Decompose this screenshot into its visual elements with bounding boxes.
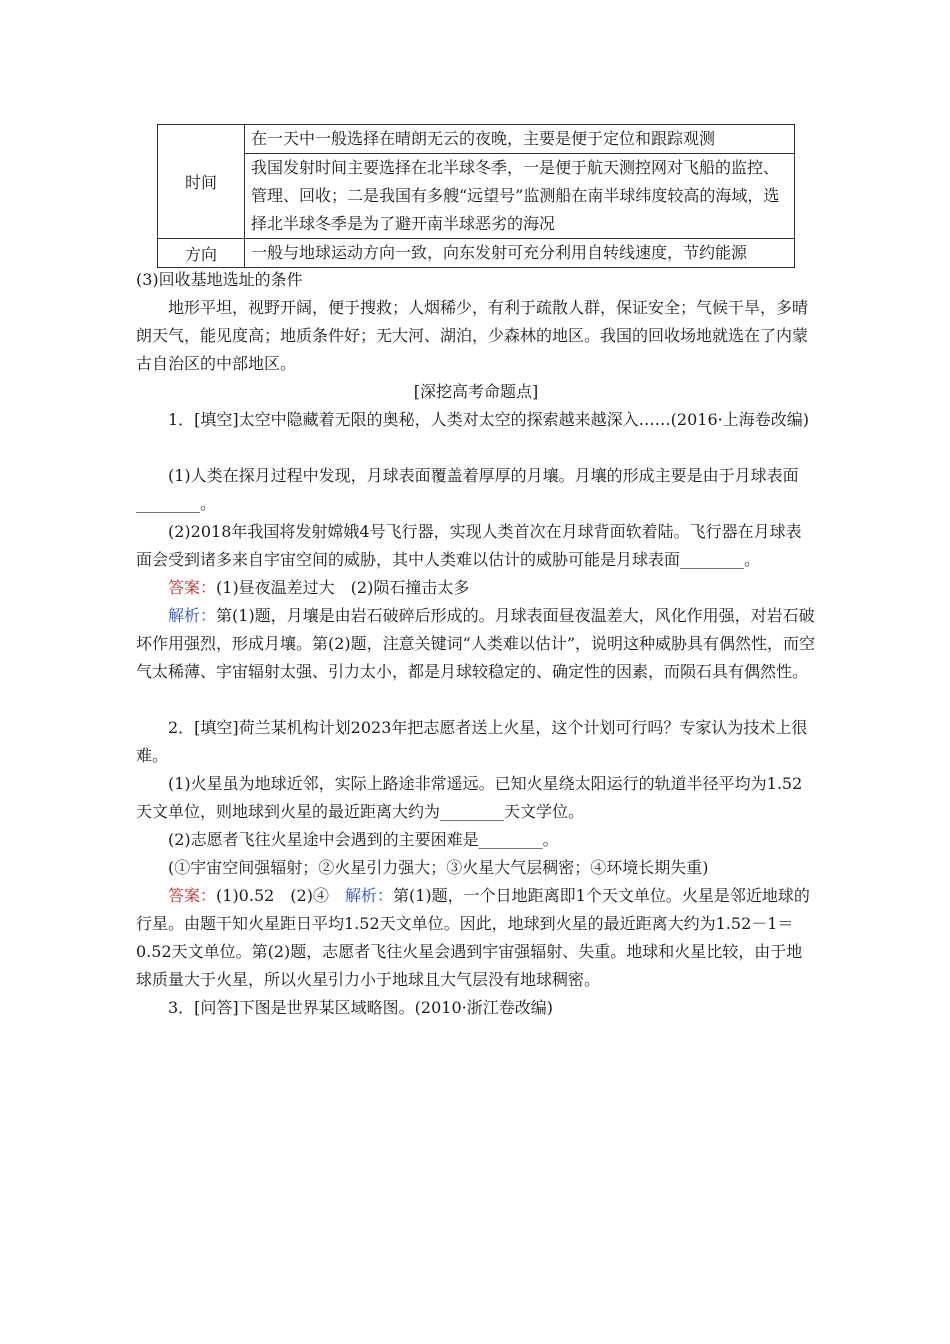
table-cell: 在一天中一般选择在晴朗无云的夜晚，主要是便于定位和跟踪观测 xyxy=(245,125,795,154)
q1-answer xyxy=(136,574,816,602)
q1-stem: 1．[填空]太空中隐藏着无限的奥秘，人类对太空的探索越来越深入……(2016·上海卷改编) xyxy=(168,410,809,429)
analysis-text: 第(1)题，月壤是由岩石破碎后形成的。月球表面昼夜温差大，风化作用强，对岩石破坏作用强烈，形成月壤。第(2)题，注意关键词“人类难以估计”，说明这种威胁具有偶然性，而空气太稀薄、宇宙辐射太强、引力太小，都是月球较稳定的、确定性的因素，而陨石具有偶然性。 xyxy=(136,606,816,681)
q1-analysis xyxy=(136,602,816,686)
table-cell: 一般与地球运动方向一致，向东发射可充分利用自转线速度，节约能源 xyxy=(245,239,795,268)
q3-stem: 3．[问答]下图是世界某区域略图。(2010·浙江卷改编) xyxy=(168,998,553,1017)
answer-text: (1)0.52 (2)④ xyxy=(216,886,345,905)
q1-sub1: (1)人类在探月过程中发现，月球表面覆盖着厚厚的月壤。月壤的形成主要是由于月球表面________。 xyxy=(136,466,799,513)
q2-stem: 2．[填空]荷兰某机构计划2023年把志愿者送上火星，这个计划可行吗？专家认为技术上很难。 xyxy=(136,718,808,765)
answer-text: (1)昼夜温差过大 (2)陨石撞击太多 xyxy=(216,578,470,597)
q2-sub1: (1)火星虽为地球近邻，实际上路途非常遥远。已知火星绕太阳运行的轨道半径平均为1.52天文单位，则地球到火星的最近距离大约为________天文学位。 xyxy=(136,774,803,821)
table-row xyxy=(158,239,795,268)
analysis-label: 解析： xyxy=(168,606,217,625)
q2-options: (①宇宙空间强辐射；②火星引力强大；③火星大气层稠密；④环境长期失重) xyxy=(168,858,709,877)
q1-sub2: (2)2018年我国将发射嫦娥4号飞行器，实现人类首次在月球背面软着陆。飞行器在月球表面会受到诸多来自宇宙空间的威胁，其中人类难以估计的威胁可能是月球表面________。 xyxy=(136,522,802,569)
answer-label: 答案： xyxy=(168,886,217,905)
analysis-label: 解析： xyxy=(344,886,393,905)
section3-body: 地形平坦，视野开阔，便于搜救；人烟稀少，有利于疏散人群，保证安全；气候干旱，多晴朗天气，能见度高；地质条件好；无大河、湖泊，少森林的地区。我国的回收场地就选在了内蒙古自治区的中部地区。 xyxy=(136,298,809,373)
table-row xyxy=(158,154,795,239)
table-cell: 我国发射时间主要选择在北半球冬季，一是便于航天测控网对飞船的监控、管理、回收；二是我国有多艘“远望号”监测船在南半球纬度较高的海域，选择北半球冬季是为了避开南半球恶劣的海况 xyxy=(245,154,795,239)
section-subtitle: [深挖高考命题点] xyxy=(413,382,539,401)
row-label-time: 时间 xyxy=(158,125,245,239)
launch-conditions-table xyxy=(157,124,795,268)
answer-label: 答案： xyxy=(168,578,217,597)
table-row xyxy=(158,125,795,154)
section3-heading: (3)回收基地选址的条件 xyxy=(136,270,303,289)
q2-sub2: (2)志愿者飞往火星途中会遇到的主要困难是________。 xyxy=(168,830,559,849)
analysis-text: 第(1)题，一个日地距离即1个天文单位。火星是邻近地球的行星。由题干知火星距日平均1.52天文单位。因此，地球到火星的最近距离大约为1.52－1＝0.52天文单位。第(2)题，志愿者飞往火星会遇到宇宙强辐射、失重。地球和火星比较，由于地球质量大于火星，所以火星引力小于地球且大气层没有地球稠密。 xyxy=(136,886,810,989)
q2-answer xyxy=(136,882,816,994)
row-label-direction: 方向 xyxy=(158,239,245,268)
